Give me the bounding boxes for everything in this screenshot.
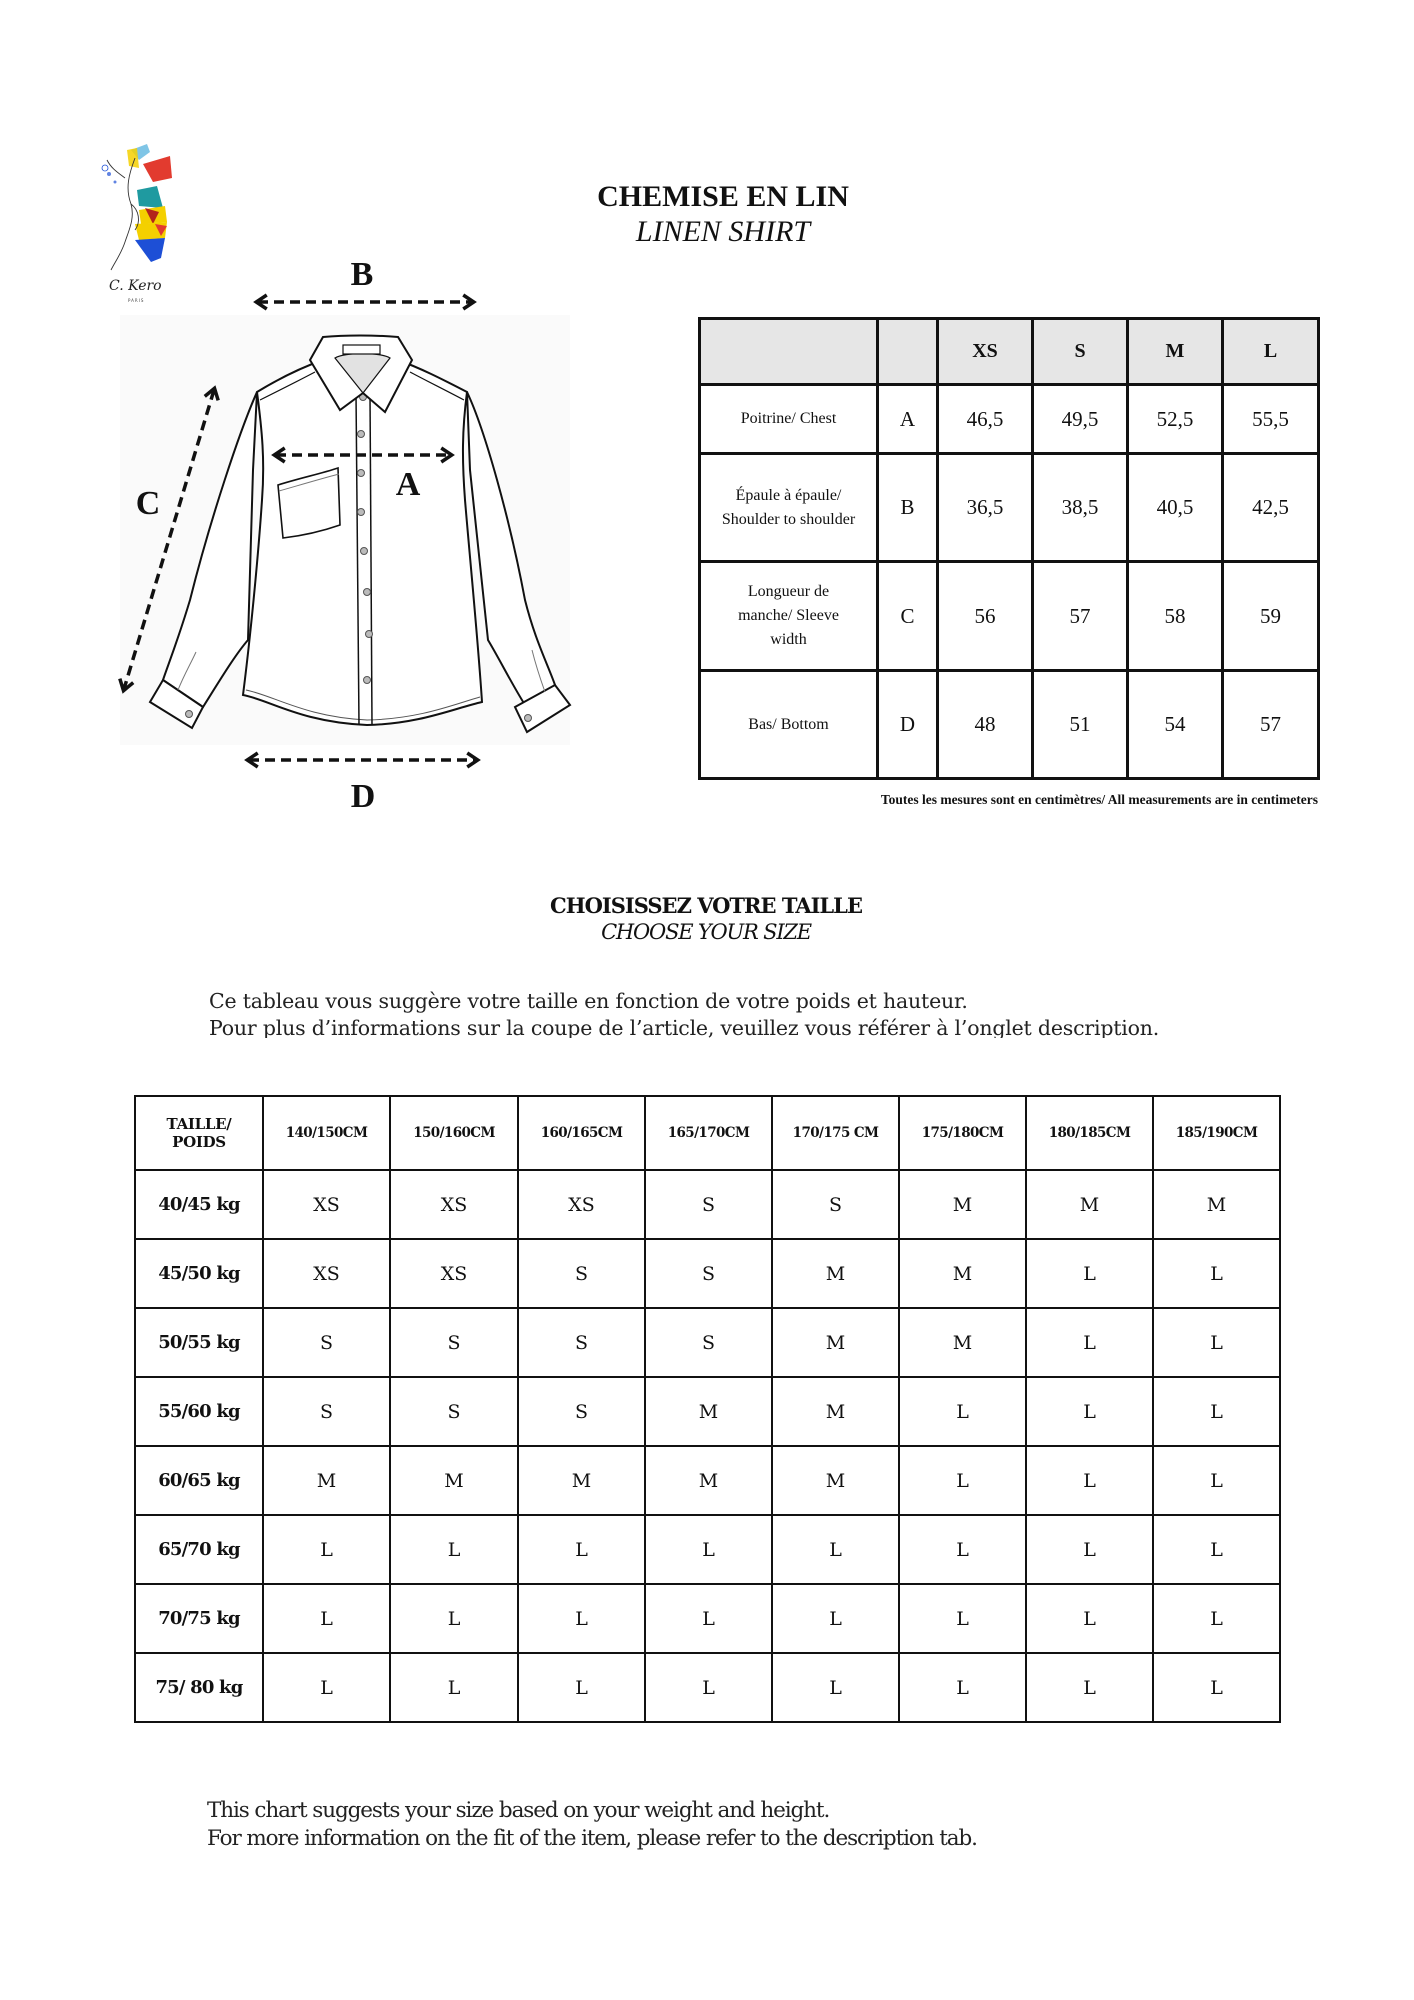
height-header: 180/185CM bbox=[1026, 1096, 1153, 1170]
size-row bbox=[135, 1170, 1280, 1239]
brand-city: PARIS bbox=[128, 298, 145, 303]
size-cell: L bbox=[1153, 1653, 1280, 1722]
size-cell: XS bbox=[518, 1170, 645, 1239]
size-cell: L bbox=[1153, 1515, 1280, 1584]
outro-line-2: For more information on the fit of the item, please refer to the description tab. bbox=[207, 1826, 977, 1851]
label-b: B bbox=[350, 256, 374, 293]
header-size-l: L bbox=[1223, 319, 1319, 385]
size-cell: M bbox=[772, 1308, 899, 1377]
size-cell: M bbox=[645, 1377, 772, 1446]
header-size-m: M bbox=[1128, 319, 1223, 385]
measurement-value: 52,5 bbox=[1128, 385, 1223, 454]
size-cell: L bbox=[390, 1584, 518, 1653]
size-cell: S bbox=[645, 1308, 772, 1377]
size-cell: S bbox=[518, 1308, 645, 1377]
size-cell: M bbox=[772, 1377, 899, 1446]
size-cell: S bbox=[518, 1377, 645, 1446]
size-cell: M bbox=[772, 1239, 899, 1308]
header-label-cell bbox=[700, 319, 878, 385]
measurement-value: 38,5 bbox=[1033, 454, 1128, 562]
size-row bbox=[135, 1239, 1280, 1308]
height-header: 165/170CM bbox=[645, 1096, 772, 1170]
height-header: 185/190CM bbox=[1153, 1096, 1280, 1170]
size-cell: S bbox=[645, 1239, 772, 1308]
size-cell: L bbox=[899, 1584, 1026, 1653]
size-cell: L bbox=[1026, 1653, 1153, 1722]
size-row bbox=[135, 1515, 1280, 1584]
outro-line-1: This chart suggests your size based on your weight and height. bbox=[207, 1798, 830, 1823]
weight-label: 50/55 kg bbox=[135, 1308, 263, 1377]
header-letter-cell bbox=[878, 319, 938, 385]
size-cell: M bbox=[1153, 1170, 1280, 1239]
size-cell: L bbox=[263, 1515, 390, 1584]
brand-signature: C. Kero bbox=[109, 278, 162, 294]
measurement-value: 36,5 bbox=[938, 454, 1033, 562]
size-cell: L bbox=[899, 1653, 1026, 1722]
product-title-fr: CHEMISE EN LIN bbox=[597, 180, 849, 213]
height-header: 140/150CM bbox=[263, 1096, 390, 1170]
intro-line-1: Ce tableau vous suggère votre taille en fonction de votre poids et hauteur. bbox=[209, 989, 968, 1013]
size-cell: S bbox=[263, 1377, 390, 1446]
intro-line-2: Pour plus d’informations sur la coupe de l’article, veuillez vous référer à l’onglet description. bbox=[209, 1016, 1160, 1038]
height-header: 160/165CM bbox=[518, 1096, 645, 1170]
measurement-letter: B bbox=[878, 454, 938, 562]
size-row bbox=[135, 1584, 1280, 1653]
measurement-label: Longueur de manche/ Sleeve width bbox=[700, 562, 878, 671]
measurement-letter: D bbox=[878, 671, 938, 779]
measurements-table bbox=[698, 317, 1320, 780]
size-cell: L bbox=[772, 1653, 899, 1722]
size-cell: XS bbox=[390, 1239, 518, 1308]
measurement-value: 59 bbox=[1223, 562, 1319, 671]
size-cell: XS bbox=[390, 1170, 518, 1239]
size-cell: L bbox=[518, 1584, 645, 1653]
size-cell: L bbox=[772, 1584, 899, 1653]
measurement-value: 57 bbox=[1033, 562, 1128, 671]
size-recommendation-table bbox=[134, 1095, 1281, 1723]
weight-label: 40/45 kg bbox=[135, 1170, 263, 1239]
weight-label: 55/60 kg bbox=[135, 1377, 263, 1446]
product-title-en: LINEN SHIRT bbox=[635, 215, 811, 248]
label-d: D bbox=[350, 778, 376, 815]
size-cell: L bbox=[1153, 1308, 1280, 1377]
intro-text bbox=[209, 988, 1359, 1038]
size-cell: S bbox=[390, 1308, 518, 1377]
size-cell: M bbox=[390, 1446, 518, 1515]
size-cell: S bbox=[772, 1170, 899, 1239]
measurement-row bbox=[700, 385, 1319, 454]
size-cell: M bbox=[899, 1308, 1026, 1377]
label-a: A bbox=[395, 466, 421, 503]
measurements-note: Toutes les mesures sont en centimètres/ All measurements are in centimeters bbox=[880, 792, 1318, 807]
size-cell: M bbox=[899, 1170, 1026, 1239]
shirt-measurement-diagram bbox=[80, 240, 600, 830]
size-cell: L bbox=[645, 1653, 772, 1722]
size-cell: L bbox=[263, 1653, 390, 1722]
height-header: 175/180CM bbox=[899, 1096, 1026, 1170]
choose-size-title-fr: CHOISISSEZ VOTRE TAILLE bbox=[550, 893, 862, 918]
size-cell: S bbox=[645, 1170, 772, 1239]
size-cell: M bbox=[518, 1446, 645, 1515]
size-cell: M bbox=[772, 1446, 899, 1515]
size-cell: L bbox=[899, 1377, 1026, 1446]
measurement-value: 48 bbox=[938, 671, 1033, 779]
size-cell: L bbox=[1153, 1377, 1280, 1446]
size-cell: L bbox=[1153, 1239, 1280, 1308]
weight-label: 65/70 kg bbox=[135, 1515, 263, 1584]
size-cell: L bbox=[645, 1584, 772, 1653]
size-cell: L bbox=[518, 1653, 645, 1722]
size-cell: L bbox=[263, 1584, 390, 1653]
size-cell: XS bbox=[263, 1239, 390, 1308]
size-header-row bbox=[135, 1096, 1280, 1170]
size-cell: L bbox=[772, 1515, 899, 1584]
size-cell: L bbox=[1026, 1584, 1153, 1653]
size-cell: L bbox=[899, 1446, 1026, 1515]
size-cell: L bbox=[1026, 1515, 1153, 1584]
size-cell: XS bbox=[263, 1170, 390, 1239]
measurement-letter: C bbox=[878, 562, 938, 671]
outro-text bbox=[207, 1797, 1357, 1853]
height-header: 150/160CM bbox=[390, 1096, 518, 1170]
size-cell: L bbox=[899, 1515, 1026, 1584]
size-cell: M bbox=[263, 1446, 390, 1515]
size-cell: M bbox=[645, 1446, 772, 1515]
measurement-label: Bas/ Bottom bbox=[700, 671, 878, 779]
measurement-value: 57 bbox=[1223, 671, 1319, 779]
weight-label: 60/65 kg bbox=[135, 1446, 263, 1515]
height-header: 170/175 CM bbox=[772, 1096, 899, 1170]
measurement-label: Poitrine/ Chest bbox=[700, 385, 878, 454]
size-cell: L bbox=[1026, 1446, 1153, 1515]
measurement-value: 42,5 bbox=[1223, 454, 1319, 562]
weight-label: 75/ 80 kg bbox=[135, 1653, 263, 1722]
size-cell: M bbox=[899, 1239, 1026, 1308]
header-size-xs: XS bbox=[938, 319, 1033, 385]
weight-label: 45/50 kg bbox=[135, 1239, 263, 1308]
measurement-value: 55,5 bbox=[1223, 385, 1319, 454]
size-cell: L bbox=[518, 1515, 645, 1584]
corner-label: TAILLE/ POIDS bbox=[166, 1115, 232, 1151]
size-cell: S bbox=[263, 1308, 390, 1377]
size-row bbox=[135, 1653, 1280, 1722]
weight-label: 70/75 kg bbox=[135, 1584, 263, 1653]
measurement-letter: A bbox=[878, 385, 938, 454]
measurement-value: 54 bbox=[1128, 671, 1223, 779]
header-size-s: S bbox=[1033, 319, 1128, 385]
size-cell: L bbox=[390, 1515, 518, 1584]
measurement-label: Épaule à épaule/ Shoulder to shoulder bbox=[700, 454, 878, 562]
linen-shirt-sketch-icon bbox=[80, 240, 600, 830]
choose-size-heading bbox=[456, 893, 956, 945]
measurement-row bbox=[700, 671, 1319, 779]
size-row bbox=[135, 1377, 1280, 1446]
size-cell: L bbox=[1026, 1377, 1153, 1446]
measurement-value: 58 bbox=[1128, 562, 1223, 671]
size-cell: S bbox=[518, 1239, 645, 1308]
size-cell: L bbox=[1153, 1446, 1280, 1515]
size-cell: L bbox=[1026, 1308, 1153, 1377]
size-row bbox=[135, 1308, 1280, 1377]
measurement-row bbox=[700, 454, 1319, 562]
label-c: C bbox=[135, 485, 161, 522]
size-cell: L bbox=[1153, 1584, 1280, 1653]
measurements-header-row bbox=[700, 319, 1319, 385]
size-cell: M bbox=[1026, 1170, 1153, 1239]
size-row bbox=[135, 1446, 1280, 1515]
size-cell: L bbox=[390, 1653, 518, 1722]
corner-cell bbox=[135, 1096, 263, 1170]
measurement-row bbox=[700, 562, 1319, 671]
measurement-value: 40,5 bbox=[1128, 454, 1223, 562]
size-cell: S bbox=[390, 1377, 518, 1446]
measurement-value: 56 bbox=[938, 562, 1033, 671]
measurement-value: 51 bbox=[1033, 671, 1128, 779]
size-cell: L bbox=[1026, 1239, 1153, 1308]
measurement-value: 46,5 bbox=[938, 385, 1033, 454]
size-cell: L bbox=[645, 1515, 772, 1584]
measurement-value: 49,5 bbox=[1033, 385, 1128, 454]
size-table-body bbox=[135, 1170, 1280, 1722]
choose-size-title-en: CHOOSE YOUR SIZE bbox=[601, 920, 811, 944]
